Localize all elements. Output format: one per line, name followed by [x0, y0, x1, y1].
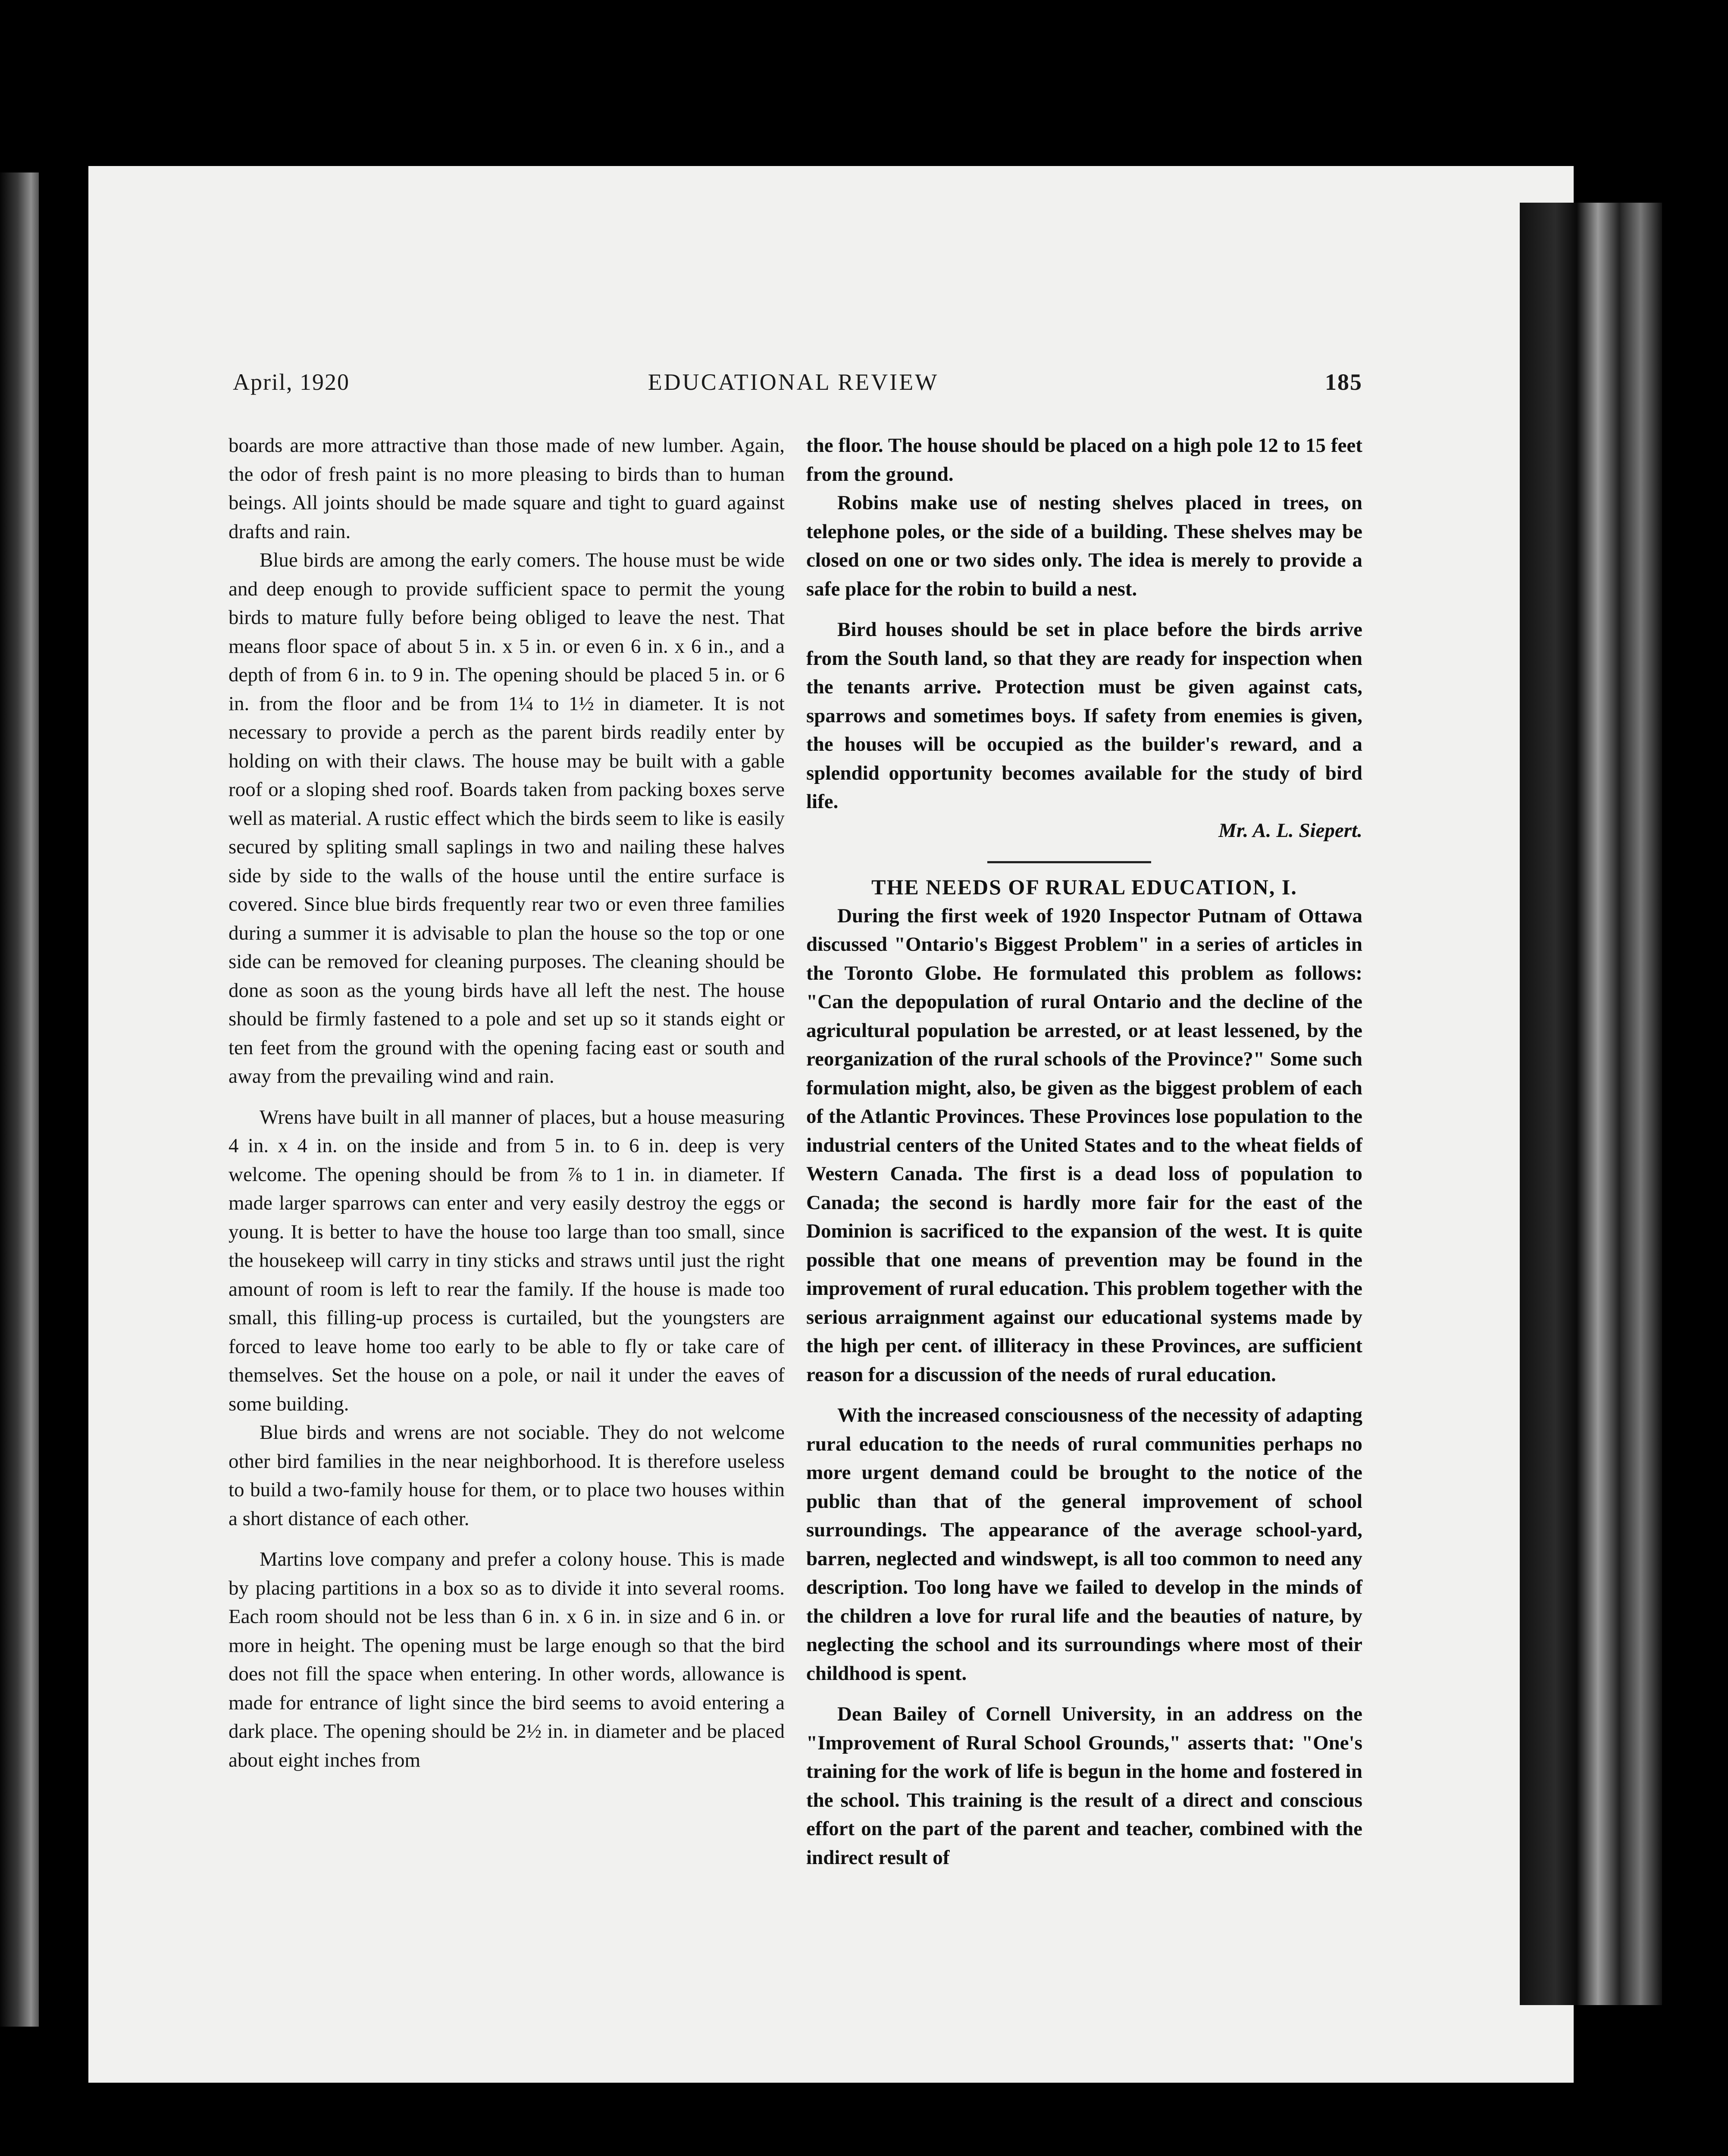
page-header: [224, 369, 1362, 407]
paragraph-increased-consciousness: With the increased consciousness of the necessity of adapting rural education to the needs of rural communities perhaps no more urgent demand could be brought to the notice of the public than that of the general improvement of school surroundings. The appearance of the average school-yard, barren, neglected and windswept, is all too common to need any description. Too long have we failed to develop in the minds of the children a love for rural life and the beauties of nature, by neglecting the school and its surroundings where most of their childhood is spent.: [806, 1404, 1362, 1685]
right-page-edge: [1520, 203, 1662, 2005]
paragraph-wrens: Wrens have built in all manner of places, but a house measuring 4 in. x 4 in. on the inside and from 5 in. to 6 in. deep is very welcome. The opening should be from ⅞ to 1 in. in diameter. If made larger sparrows can enter and very easily destroy the eggs or young. It is better to have the house too large than too small, since the housekeep will carry in tiny sticks and straws until just the right amount of room is left to rear the family. If the house is made too small, this filling-up process is curtailed, but the youngsters are forced to leave home too early to be able to fly or take care of themselves. Set the house on a pole, or nail it under the eaves of some building.: [229, 1106, 785, 1415]
section-title: THE NEEDS OF RURAL EDUCATION, I.: [871, 875, 1297, 899]
left-page-edge: [0, 172, 39, 2027]
paragraph-not-sociable: Blue birds and wrens are not sociable. They do not welcome other bird families in the near neighborhood. It is therefore useless to build a two-family house for them, or to place two houses within a short distance of each other.: [229, 1421, 785, 1530]
author-signature: Mr. A. L. Siepert.: [1218, 819, 1362, 842]
paragraph-dean-bailey: Dean Bailey of Cornell University, in an address on the "Improvement of Rural School Grounds," asserts that: "One's training for the work of life is begun in the home and fostered in the school. This training is the result of a direct and conscious effort on the part of the parent and teacher, combined with the indirect result of: [806, 1703, 1362, 1869]
paragraph-floor-continued: the floor. The house should be placed on a high pole 12 to 15 feet from the ground.: [806, 434, 1362, 486]
journal-title: EDUCATIONAL REVIEW: [648, 369, 939, 395]
paragraph-board-material: boards are more attractive than those made of new lumber. Again, the odor of fresh paint is no more pleasing to birds than to human beings. All joints should be made square and tight to guard against drafts and rain.: [229, 434, 785, 543]
paragraph-martins: Martins love company and prefer a colony house. This is made by placing partitions in a box so as to divide it into several rooms. Each room should not be less than 6 in. x 6 in. in size and 6 in. or more in height. The opening must be large enough so that the bird does not fill the space when entering. In other words, allowance is made for entrance of light since the bird seems to avoid entering a dark place. The opening should be 2½ in. in diameter and be placed about eight inches from: [229, 1548, 785, 1771]
paragraph-first-week-1920: During the first week of 1920 Inspector Putnam of Ottawa discussed "Ontario's Biggest Problem" in a series of articles in the Toronto Globe. He formulated this problem as follows: "Can the depopulation of rural Ontario and the decline of the agricultural population be arrested, or at least lessened, by the reorganization of the rural schools of the Province?" Some such formulation might, also, be given as the biggest problem of each of the Atlantic Provinces. These Provinces lose population to the industrial centers of the United States and to the wheat fields of Western Canada. The first is a dead loss of population to Canada; the second is hardly more fair for the east of the Dominion is sacrificed to the expansion of the west. It is quite possible that one means of prevention may be found in the improvement of rural education. This problem together with the serious arraignment against our educational systems made by the high per cent. of illiteracy in these Provinces, are sufficient reason for a discussion of the needs of rural education.: [806, 904, 1362, 1386]
header-date: April, 1920: [233, 369, 350, 395]
paragraph-blue-birds: Blue birds are among the early comers. The house must be wide and deep enough to provide sufficient space to permit the young birds to mature fully before being obliged to leave the nest. That means floor space of about 5 in. x 5 in. or even 6 in. x 6 in., and a depth of from 6 in. to 9 in. The opening should be placed 5 in. or 6 in. from the floor and be from 1¼ to 1½ in diameter. It is not necessary to provide a perch as the parent birds readily enter by holding on with their claws. The house may be built with a gable roof or a sloping shed roof. Boards taken from packing boxes serve well as material. A rustic effect which the birds seem to like is easily secured by spliting small saplings in two and nailing these halves side by side to the walls of the house until the entire surface is covered. Since blue birds frequently rear two or even three families during a summer it is advisable to plan the house so the top or one side can be removed for cleaning purposes. The cleaning should be done as soon as the young birds have all left the nest. The house should be firmly fastened to a pole and set up so it stands eight or ten feet from the ground with the opening facing east or south and away from the prevailing wind and rain.: [229, 549, 785, 1087]
left-column: [229, 431, 785, 1774]
right-column: [806, 431, 1362, 1872]
paragraph-robins: Robins make use of nesting shelves placed in trees, on telephone poles, or the side of a building. These shelves may be closed on one or two sides only. The idea is merely to provide a safe place for the robin to build a nest.: [806, 492, 1362, 600]
section-divider: [987, 861, 1151, 863]
paragraph-bird-houses: Bird houses should be set in place before the birds arrive from the South land, so that they are ready for inspection when the tenants arrive. Protection must be given against cats, sparrows and sometimes boys. If safety from enemies is given, the houses will be occupied as the builder's reward, and a splendid opportunity becomes available for the study of bird life.: [806, 618, 1362, 813]
page-number: 185: [1325, 369, 1362, 395]
